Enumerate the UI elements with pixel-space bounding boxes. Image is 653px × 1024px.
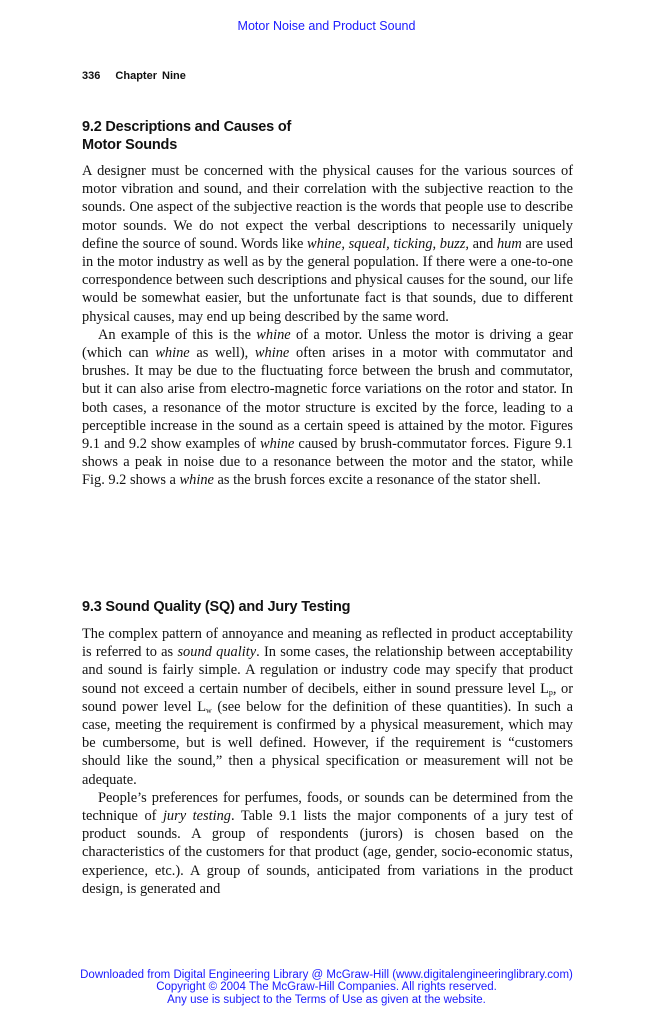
text-run: (see below for the definition of these quantities). In such a case, meeting the requirement is confirmed by a physical measurement, which may be cumbersome, but is well defined. However, if the requirement is “customers should like the sound,” then a physical specification or measurement will not be adequate.	[82, 698, 573, 788]
footer-download-link[interactable]: Downloaded from Digital Engineering Library @ McGraw-Hill (www.digitalengineeringlibrary.com)	[80, 969, 573, 981]
text-run: . In some cases, the relationship between acceptability and sound is fairly simple. A regulation or industry code may specify that product sound not exceed a certain number of decibels, either in sound pressure level L	[82, 644, 573, 697]
text-run: caused by brush-commutator forces. Figure 9.1 shows a peak in noise due to a resonance between the motor and the stator, while Fig. 9.2 shows a	[82, 436, 573, 489]
subscript: p	[548, 687, 553, 697]
section-9-3-body	[82, 625, 573, 898]
section-9-2-body	[82, 162, 573, 490]
paragraph	[82, 162, 573, 326]
text-run: People’s preferences for perfumes, foods, or sounds can be determined from the technique of	[82, 789, 573, 825]
emphasis: whine, squeal, ticking, buzz,	[306, 235, 469, 252]
chapter-label: Chapter Nine	[115, 70, 186, 82]
text-run: . Table 9.1 lists the major components of a jury test of product sounds. A group of respondents (jurors) is chosen based on the characteristics of the customers for that product (age, gender, socio-economic status, experience, etc.). A group of sounds, anticipated from variations in the product design, is generated and	[82, 808, 573, 897]
subscript: w	[205, 705, 212, 715]
paragraph	[82, 789, 573, 898]
text-run: often arises in a motor with commutator and brushes. It may be due to the fluctuating force between the brush and commutator, but it can also arise from electro-magnetic force variations on the rotor and stator. In both cases, a resonance of the motor structure is excited by the force, leading to a perceptible increase in the sound as a certain speed is attained by the motor. Figures 9.1 and 9.2 show examples of	[82, 345, 573, 453]
text-run: are used in the motor industry as well as by the general population. If there were a one-to-one correspondence between such descriptions and physical causes for the sound, our life would be somewhat easier, but the unfortunate fact is that sounds, due to different physical causes, may end up being described by the same word.	[82, 235, 573, 325]
emphasis: whine	[259, 436, 295, 453]
heading-line: Motor Sounds	[82, 137, 178, 153]
emphasis: whine	[155, 345, 190, 362]
emphasis: whine	[179, 472, 214, 489]
paragraph	[82, 326, 573, 490]
running-head	[82, 70, 186, 82]
text-run: of a motor. Unless the motor is driving a gear (which can	[82, 326, 573, 362]
text-run: The complex pattern of annoyance and meaning as reflected in product acceptability is referred to as	[82, 626, 573, 661]
text-run: as well),	[189, 345, 255, 362]
text-run: and	[468, 235, 497, 252]
emphasis: whine	[254, 345, 290, 362]
footer-terms[interactable]: Any use is subject to the Terms of Use as given at the website.	[167, 993, 486, 1006]
emphasis: jury testing	[162, 808, 231, 825]
text-run: as the brush forces excite a resonance of the stator shell.	[213, 472, 541, 489]
paragraph	[82, 625, 573, 789]
section-heading-9-2	[82, 118, 382, 154]
emphasis: hum	[496, 235, 522, 252]
emphasis: sound quality	[177, 644, 257, 661]
text-run: , or sound power level L	[82, 680, 573, 715]
emphasis: whine	[256, 326, 291, 343]
book-title-link[interactable]: Motor Noise and Product Sound	[237, 19, 416, 33]
footer-copyright[interactable]: Copyright © 2004 The McGraw-Hill Companies. All rights reserved.	[156, 981, 497, 994]
text-run: An example of this is the	[98, 326, 257, 343]
text-run: A designer must be concerned with the physical causes for the various sources of motor vibration and sound, and their correlation with the subjective reaction to the sounds. One aspect of the subjective reaction is the words that people use to describe motor sounds. We do not expect the verbal descriptions to necessarily uniquely define the source of sound. Words like	[82, 163, 573, 252]
heading-line: 9.2 Descriptions and Causes of	[82, 119, 292, 135]
copyright-footer	[0, 969, 653, 1006]
section-heading-9-3: 9.3 Sound Quality (SQ) and Jury Testing	[82, 599, 351, 615]
page-number: 336	[82, 70, 101, 82]
